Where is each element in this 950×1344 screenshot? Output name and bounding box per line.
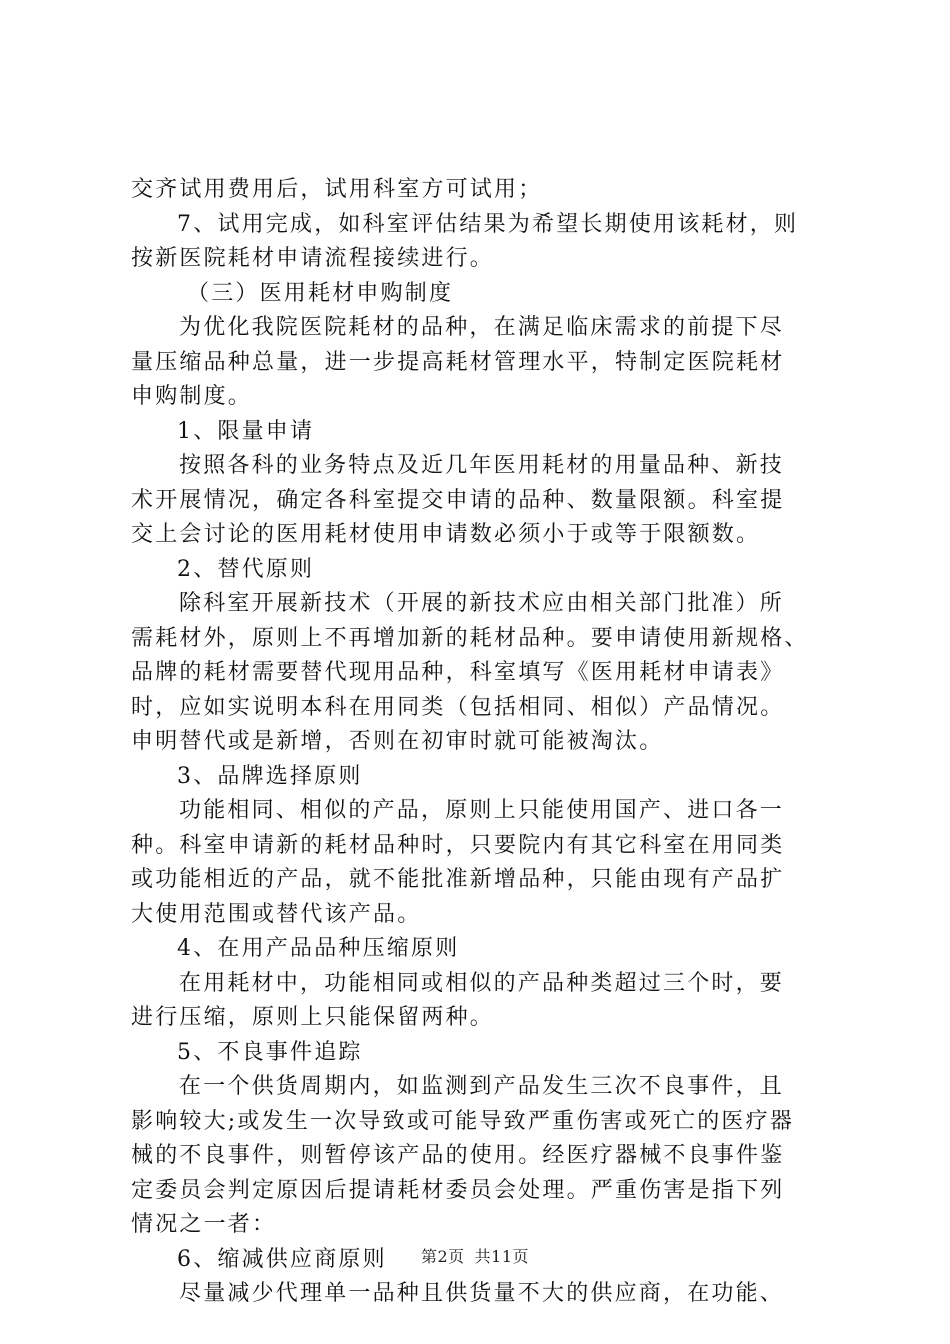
section-heading: （三）医用耗材申购制度: [187, 280, 454, 306]
text-line: 械的不良事件，则暂停该产品的使用。经医疗器械不良事件鉴: [131, 1143, 785, 1168]
text-line: 交上会讨论的医用耗材使用申请数必须小于或等于限额数。: [131, 522, 761, 547]
text-line: 交齐试用费用后，试用科室方可试用；: [131, 177, 543, 202]
document-body: [131, 173, 836, 1312]
text-line: 申明替代或是新增，否则在初审时就可能被淘汰。: [131, 729, 664, 754]
subsection-heading: 3、品牌选择原则: [177, 763, 363, 789]
text-line: 术开展情况，确定各科室提交申请的品种、数量限额。科室提: [131, 487, 785, 513]
text-line: 按照各科的业务特点及近几年医用耗材的用量品种、新技: [179, 453, 785, 478]
text-line: 申购制度。: [131, 384, 253, 409]
subsection-heading: 2、替代原则: [177, 556, 315, 582]
text-line: 进行压缩，原则上只能保留两种。: [131, 1005, 495, 1030]
text-line: 种。科室申请新的耗材品种时，只要院内有其它科室在用同类: [131, 832, 785, 858]
subsection-heading: 5、不良事件追踪: [177, 1039, 363, 1065]
text-line: 量压缩品种总量，进一步提高耗材管理水平，特制定医院耗材: [131, 349, 785, 375]
text-line: 除科室开展新技术（开展的新技术应由相关部门批准）所: [179, 591, 785, 616]
text-line: 品牌的耗材需要替代现用品种，科室填写《医用耗材申请表》: [131, 660, 785, 685]
text-line: 时，应如实说明本科在用同类（包括相同、相似）产品情况。: [131, 694, 785, 720]
text-line: 尽量减少代理单一品种且供货量不大的供应商，在功能、: [179, 1281, 785, 1306]
text-line: 按新医院耗材申请流程接续进行。: [131, 246, 495, 271]
text-line: 在一个供货周期内，如监测到产品发生三次不良事件，且: [179, 1074, 785, 1099]
text-line: 大使用范围或替代该产品。: [131, 901, 422, 927]
text-line: 需耗材外，原则上不再增加新的耗材品种。要申请使用新规格、: [131, 625, 809, 651]
subsection-heading: 4、在用产品品种压缩原则: [177, 936, 460, 961]
text-line: 在用耗材中，功能相同或相似的产品种类超过三个时，要: [179, 970, 785, 996]
text-line: 影响较大;或发生一次导致或可能导致严重伤害或死亡的医疗器: [131, 1108, 795, 1134]
text-line: 或功能相近的产品，就不能批准新增品种，只能由现有产品扩: [131, 867, 785, 892]
text-line: 功能相同、相似的产品，原则上只能使用国产、进口各一: [179, 798, 785, 823]
text-line: 为优化我院医院耗材的品种，在满足临床需求的前提下尽: [179, 315, 785, 340]
text-line: 7、试用完成，如科室评估结果为希望长期使用该耗材，则: [177, 211, 799, 237]
total-pages: 共11页: [474, 1247, 530, 1266]
subsection-heading: 1、限量申请: [177, 418, 315, 444]
page-number: 第2页: [420, 1247, 465, 1266]
page-footer: [0, 1244, 950, 1267]
subsection-heading: 6、缩减供应商原则: [177, 1246, 387, 1272]
text-line: 情况之一者：: [131, 1212, 277, 1237]
text-line: 定委员会判定原因后提请耗材委员会处理。严重伤害是指下列: [131, 1177, 785, 1203]
